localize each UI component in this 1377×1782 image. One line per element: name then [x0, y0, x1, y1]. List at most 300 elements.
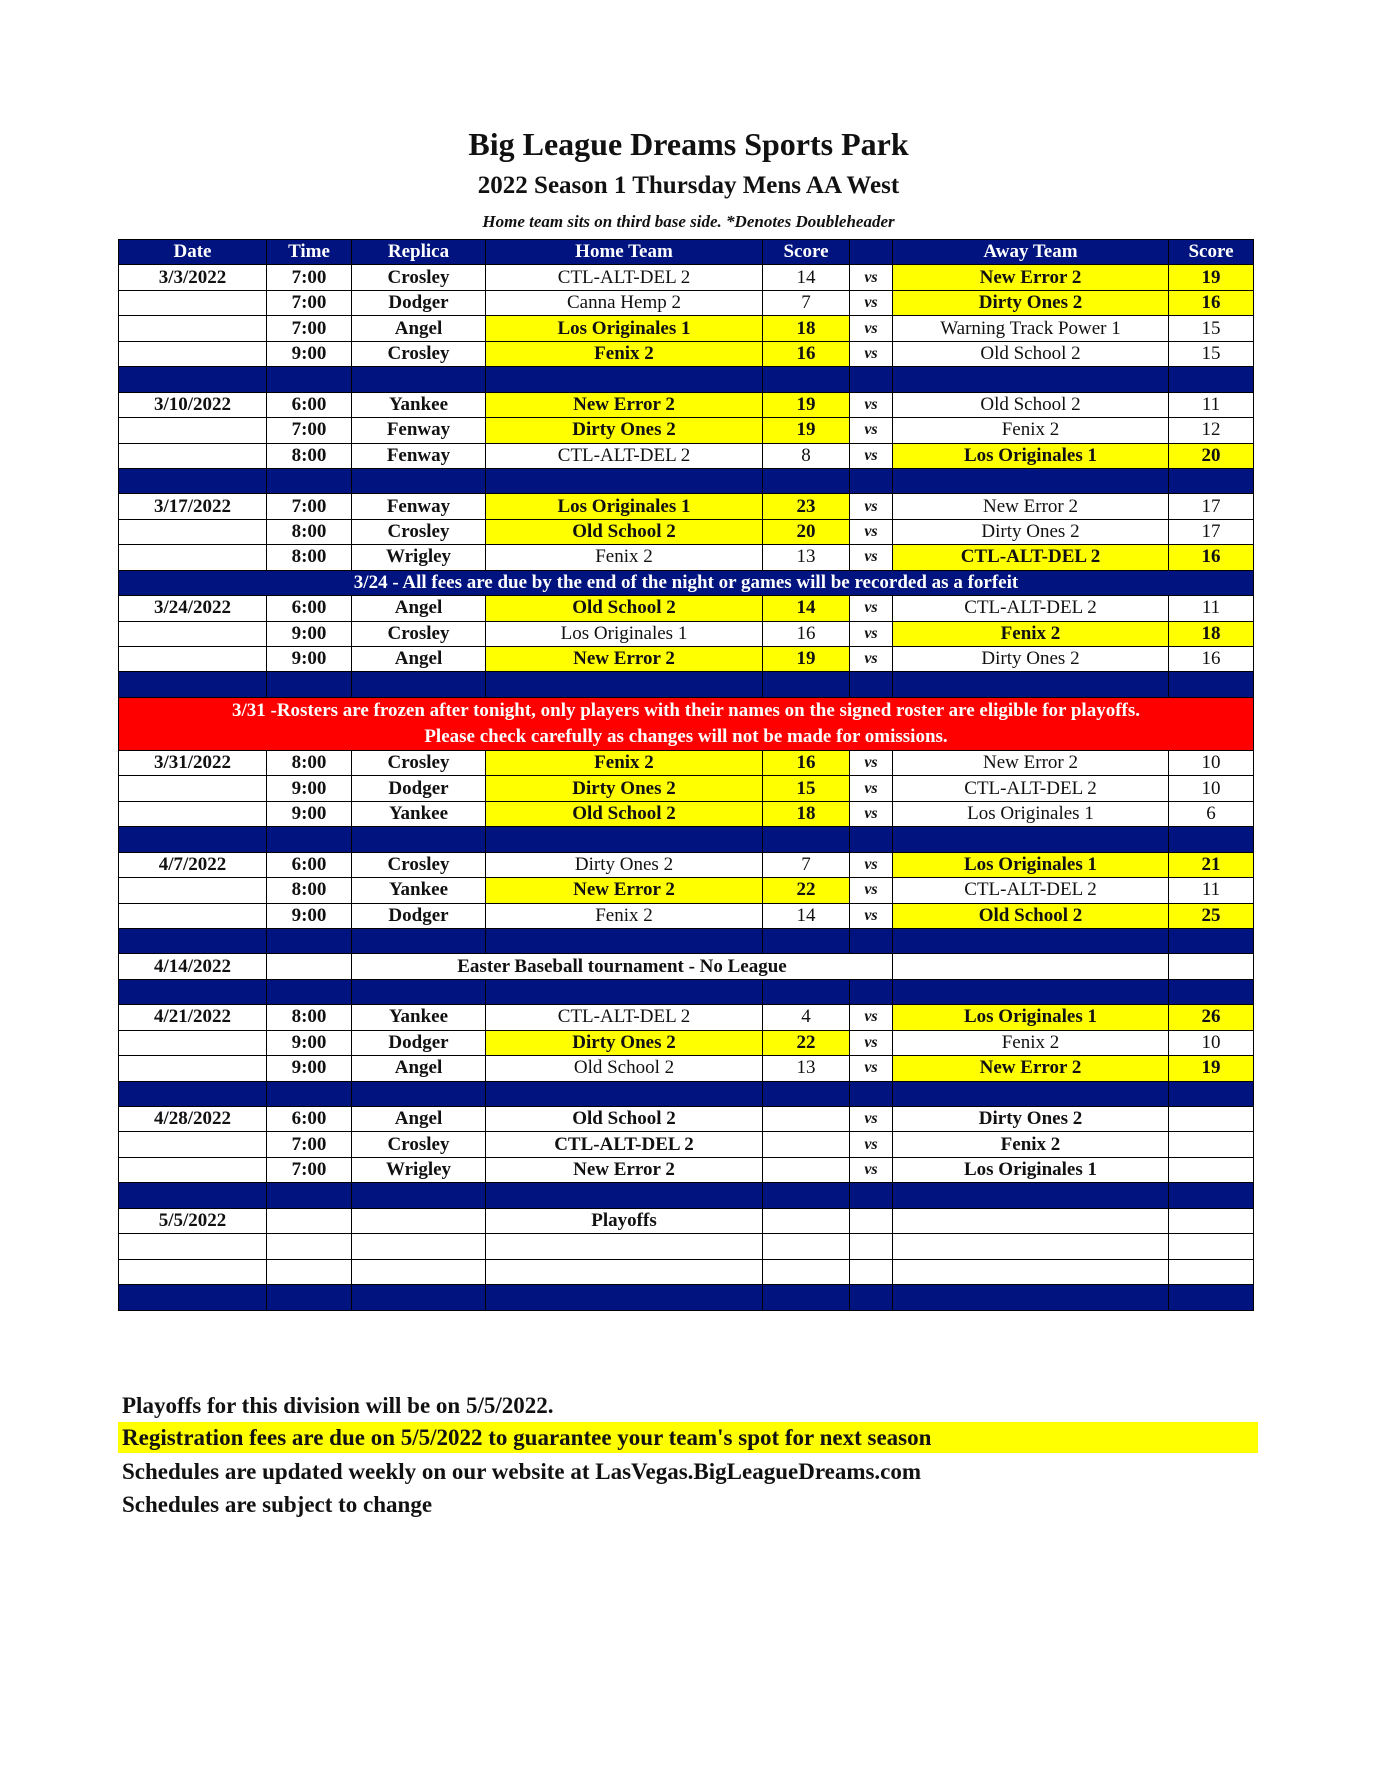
col-home-team: Home Team: [486, 240, 763, 265]
separator-cell: [267, 1285, 352, 1310]
separator-cell: [850, 672, 893, 697]
cell-away-team: [893, 1234, 1169, 1259]
cell-date: [119, 316, 267, 341]
cell-vs: vs: [850, 801, 893, 826]
cell-replica: Fenway: [352, 494, 486, 519]
cell-time: 7:00: [267, 316, 352, 341]
separator-cell: [486, 1081, 763, 1106]
cell-replica: Crosley: [352, 265, 486, 290]
cell-vs: vs: [850, 265, 893, 290]
cell-home-team: [486, 1259, 763, 1284]
cell-away-team: Old School 2: [893, 392, 1169, 417]
cell-vs: vs: [850, 647, 893, 672]
table-row: [119, 1056, 1254, 1081]
cell-time: 8:00: [267, 443, 352, 468]
separator-cell: [893, 1081, 1169, 1106]
separator-cell: [1169, 827, 1254, 852]
cell-away-score: 16: [1169, 647, 1254, 672]
cell-away-score: 25: [1169, 903, 1254, 928]
cell-replica: Dodger: [352, 290, 486, 315]
cell-vs: vs: [850, 545, 893, 570]
cell-home-team: New Error 2: [486, 1157, 763, 1182]
col-replica: Replica: [352, 240, 486, 265]
col-away-team: Away Team: [893, 240, 1169, 265]
cell-away-team: Dirty Ones 2: [893, 1107, 1169, 1132]
alert-cell: [119, 697, 1254, 750]
table-row: [119, 1259, 1254, 1284]
cell-away-team: Fenix 2: [893, 1132, 1169, 1157]
cell-home-score: 7: [763, 852, 850, 877]
footer-change-note: Schedules are subject to change: [122, 1492, 433, 1517]
separator-cell: [1169, 367, 1254, 392]
cell-date: [119, 1234, 267, 1259]
cell-time: 7:00: [267, 418, 352, 443]
table-row: [119, 596, 1254, 621]
separator-row: [119, 928, 1254, 953]
table-row: [119, 1005, 1254, 1030]
cell-away-score: 16: [1169, 545, 1254, 570]
cell-away-team: [893, 1208, 1169, 1233]
cell-home-score: [763, 1234, 850, 1259]
separator-cell: [352, 1285, 486, 1310]
table-row: [119, 494, 1254, 519]
table-row: [119, 1030, 1254, 1055]
col-away-score: Score: [1169, 240, 1254, 265]
cell-home-score: 16: [763, 750, 850, 775]
cell-home-score: 19: [763, 647, 850, 672]
cell-home-score: 16: [763, 621, 850, 646]
cell-date: 3/10/2022: [119, 392, 267, 417]
separator-cell: [486, 1285, 763, 1310]
cell-home-team: New Error 2: [486, 878, 763, 903]
cell-vs: vs: [850, 621, 893, 646]
table-row: [119, 265, 1254, 290]
cell-date: 4/14/2022: [119, 954, 267, 979]
cell-home-score: 22: [763, 878, 850, 903]
cell-vs: [850, 1234, 893, 1259]
cell-time: 9:00: [267, 647, 352, 672]
cell-home-team: New Error 2: [486, 647, 763, 672]
separator-cell: [893, 468, 1169, 493]
cell-away-team: New Error 2: [893, 1056, 1169, 1081]
cell-time: 6:00: [267, 596, 352, 621]
cell-vs: [850, 1259, 893, 1284]
cell-time: [267, 1234, 352, 1259]
table-row: [119, 1132, 1254, 1157]
table-row: [119, 647, 1254, 672]
separator-cell: [850, 827, 893, 852]
cell-away-team: Los Originales 1: [893, 852, 1169, 877]
cell-time: 8:00: [267, 878, 352, 903]
cell-time: 7:00: [267, 1157, 352, 1182]
cell-time: 7:00: [267, 265, 352, 290]
cell-time: 9:00: [267, 776, 352, 801]
cell-home-team: Old School 2: [486, 1056, 763, 1081]
separator-cell: [267, 367, 352, 392]
table-row: [119, 903, 1254, 928]
separator-cell: [119, 1285, 267, 1310]
table-row: [119, 545, 1254, 570]
footer-registration-note: Registration fees are due on 5/5/2022 to guarantee your team's spot for next season: [118, 1422, 1258, 1453]
separator-cell: [119, 827, 267, 852]
cell-away-team: Dirty Ones 2: [893, 519, 1169, 544]
cell-vs: vs: [850, 290, 893, 315]
no-league-note: Easter Baseball tournament - No League: [352, 954, 893, 979]
cell-home-score: 22: [763, 1030, 850, 1055]
cell-vs: vs: [850, 596, 893, 621]
cell-replica: Crosley: [352, 621, 486, 646]
col-time: Time: [267, 240, 352, 265]
separator-row: [119, 367, 1254, 392]
cell-time: 7:00: [267, 290, 352, 315]
separator-cell: [850, 1081, 893, 1106]
cell-away-score: 20: [1169, 443, 1254, 468]
separator-cell: [119, 468, 267, 493]
cell-date: [119, 418, 267, 443]
cell-time: 9:00: [267, 801, 352, 826]
cell-home-score: [763, 1259, 850, 1284]
cell-home-score: [763, 1107, 850, 1132]
cell-home-score: [763, 1157, 850, 1182]
cell-home-score: 8: [763, 443, 850, 468]
table-row: [119, 392, 1254, 417]
cell-time: 8:00: [267, 750, 352, 775]
cell-away-score: 16: [1169, 290, 1254, 315]
cell-date: [119, 341, 267, 366]
cell-home-team: Dirty Ones 2: [486, 776, 763, 801]
cell-away-score: 11: [1169, 878, 1254, 903]
cell-away-team: Old School 2: [893, 903, 1169, 928]
separator-cell: [486, 979, 763, 1004]
cell-replica: Wrigley: [352, 1157, 486, 1182]
separator-cell: [1169, 672, 1254, 697]
cell-date: 3/3/2022: [119, 265, 267, 290]
cell-home-score: 7: [763, 290, 850, 315]
cell-home-team: Old School 2: [486, 1107, 763, 1132]
table-header-row: [119, 240, 1254, 265]
cell-time: 8:00: [267, 545, 352, 570]
cell-home-score: 13: [763, 545, 850, 570]
cell-home-score: 23: [763, 494, 850, 519]
cell-date: [119, 443, 267, 468]
table-row: [119, 1157, 1254, 1182]
cell-home-score: 14: [763, 903, 850, 928]
cell-vs: vs: [850, 750, 893, 775]
cell-replica: Angel: [352, 596, 486, 621]
table-row: [119, 750, 1254, 775]
cell-date: 5/5/2022: [119, 1208, 267, 1233]
cell-away-team: Fenix 2: [893, 418, 1169, 443]
cell-home-team: Old School 2: [486, 801, 763, 826]
cell-date: 4/28/2022: [119, 1107, 267, 1132]
separator-cell: [352, 928, 486, 953]
schedule-table: [118, 239, 1254, 1311]
cell-time: 6:00: [267, 392, 352, 417]
cell-away-team: [893, 1259, 1169, 1284]
cell-time: [267, 1259, 352, 1284]
cell-replica: Crosley: [352, 341, 486, 366]
cell-home-score: 19: [763, 418, 850, 443]
separator-cell: [267, 1183, 352, 1208]
separator-row: [119, 979, 1254, 1004]
cell-date: 4/21/2022: [119, 1005, 267, 1030]
cell-vs: vs: [850, 494, 893, 519]
separator-cell: [850, 367, 893, 392]
table-row: [119, 801, 1254, 826]
col-home-score: Score: [763, 240, 850, 265]
cell-away-team: CTL-ALT-DEL 2: [893, 545, 1169, 570]
cell-home-team: Fenix 2: [486, 903, 763, 928]
cell-home-score: 19: [763, 392, 850, 417]
table-row: [119, 1208, 1254, 1233]
cell-replica: Dodger: [352, 776, 486, 801]
cell-date: 3/31/2022: [119, 750, 267, 775]
cell-away-team: Dirty Ones 2: [893, 647, 1169, 672]
alert-row: [119, 697, 1254, 750]
cell-home-team: Old School 2: [486, 596, 763, 621]
cell-away-team: Los Originales 1: [893, 443, 1169, 468]
cell-away-score: 10: [1169, 776, 1254, 801]
cell-date: 4/7/2022: [119, 852, 267, 877]
footer-website-note: Schedules are updated weekly on our website at LasVegas.BigLeagueDreams.com: [122, 1459, 922, 1484]
cell-vs: vs: [850, 341, 893, 366]
cell-vs: vs: [850, 1132, 893, 1157]
separator-cell: [893, 827, 1169, 852]
cell-vs: vs: [850, 1107, 893, 1132]
cell-away-score: [1169, 1157, 1254, 1182]
table-row: [119, 1107, 1254, 1132]
separator-cell: [763, 672, 850, 697]
separator-cell: [352, 1081, 486, 1106]
separator-cell: [1169, 1183, 1254, 1208]
separator-cell: [352, 367, 486, 392]
cell-home-team: Fenix 2: [486, 750, 763, 775]
table-row: [119, 519, 1254, 544]
cell-away-team: Old School 2: [893, 341, 1169, 366]
cell-away-score: [1169, 1234, 1254, 1259]
cell-home-team: CTL-ALT-DEL 2: [486, 1005, 763, 1030]
cell-time: 8:00: [267, 519, 352, 544]
cell-home-team: Los Originales 1: [486, 621, 763, 646]
cell-home-team: Dirty Ones 2: [486, 1030, 763, 1055]
separator-cell: [486, 367, 763, 392]
separator-cell: [267, 1081, 352, 1106]
cell-date: [119, 1259, 267, 1284]
separator-cell: [267, 979, 352, 1004]
cell-away-score: 10: [1169, 750, 1254, 775]
cell-replica: Crosley: [352, 519, 486, 544]
cell-away-team: Fenix 2: [893, 621, 1169, 646]
separator-cell: [267, 928, 352, 953]
cell-away-score: 11: [1169, 392, 1254, 417]
cell-vs: vs: [850, 1005, 893, 1030]
cell-home-team: Los Originales 1: [486, 494, 763, 519]
table-row: [119, 341, 1254, 366]
separator-row: [119, 672, 1254, 697]
cell-replica: Yankee: [352, 1005, 486, 1030]
cell-away-team: New Error 2: [893, 750, 1169, 775]
cell-date: 3/17/2022: [119, 494, 267, 519]
cell-away-score: 15: [1169, 341, 1254, 366]
cell-home-team: CTL-ALT-DEL 2: [486, 1132, 763, 1157]
cell-home-team: [486, 1234, 763, 1259]
cell-home-score: 18: [763, 801, 850, 826]
cell-date: [119, 1056, 267, 1081]
cell-date: [119, 647, 267, 672]
cell-replica: Dodger: [352, 1030, 486, 1055]
cell-time: [267, 954, 352, 979]
separator-cell: [763, 1285, 850, 1310]
cell-away-score: 21: [1169, 852, 1254, 877]
cell-replica: Angel: [352, 647, 486, 672]
table-row: [119, 776, 1254, 801]
separator-cell: [119, 979, 267, 1004]
separator-cell: [1169, 928, 1254, 953]
cell-time: 9:00: [267, 1030, 352, 1055]
cell-away-score: 11: [1169, 596, 1254, 621]
cell-away-score: 17: [1169, 519, 1254, 544]
cell-home-team: CTL-ALT-DEL 2: [486, 443, 763, 468]
cell-away-team: Warning Track Power 1: [893, 316, 1169, 341]
cell-time: 6:00: [267, 1107, 352, 1132]
cell-home-team: Los Originales 1: [486, 316, 763, 341]
cell-home-team: Old School 2: [486, 519, 763, 544]
separator-cell: [119, 672, 267, 697]
separator-cell: [1169, 468, 1254, 493]
table-row: [119, 290, 1254, 315]
alert-line: 3/31 -Rosters are frozen after tonight, only players with their names on the signed roster are eligible for playoffs.: [231, 699, 1141, 721]
separator-cell: [352, 1183, 486, 1208]
cell-home-score: 14: [763, 265, 850, 290]
separator-cell: [119, 367, 267, 392]
separator-cell: [850, 468, 893, 493]
cell-home-team: Fenix 2: [486, 545, 763, 570]
cell-away-score: [1169, 1107, 1254, 1132]
cell-home-team: Playoffs: [486, 1208, 763, 1233]
separator-cell: [850, 1183, 893, 1208]
cell-home-team: CTL-ALT-DEL 2: [486, 265, 763, 290]
cell-home-score: 13: [763, 1056, 850, 1081]
cell-time: 8:00: [267, 1005, 352, 1030]
cell-vs: vs: [850, 519, 893, 544]
cell-away-team: Los Originales 1: [893, 1005, 1169, 1030]
cell-home-score: 4: [763, 1005, 850, 1030]
separator-cell: [1169, 979, 1254, 1004]
separator-cell: [893, 928, 1169, 953]
cell-home-score: 20: [763, 519, 850, 544]
cell-vs: vs: [850, 1030, 893, 1055]
table-row: [119, 1234, 1254, 1259]
cell-time: 9:00: [267, 1056, 352, 1081]
cell-away-team: CTL-ALT-DEL 2: [893, 596, 1169, 621]
cell-home-team: Dirty Ones 2: [486, 418, 763, 443]
col-vs: [850, 240, 893, 265]
cell-replica: Yankee: [352, 392, 486, 417]
table-row: [119, 418, 1254, 443]
cell-time: 7:00: [267, 494, 352, 519]
separator-cell: [119, 1183, 267, 1208]
separator-cell: [763, 827, 850, 852]
separator-cell: [893, 367, 1169, 392]
cell-replica: Fenway: [352, 418, 486, 443]
table-row: [119, 878, 1254, 903]
cell-away-score: 15: [1169, 316, 1254, 341]
cell-empty: [893, 954, 1169, 979]
separator-cell: [850, 928, 893, 953]
cell-home-score: 18: [763, 316, 850, 341]
cell-date: [119, 1157, 267, 1182]
cell-replica: [352, 1234, 486, 1259]
cell-replica: [352, 1259, 486, 1284]
cell-away-score: 26: [1169, 1005, 1254, 1030]
separator-cell: [763, 1183, 850, 1208]
cell-away-score: 19: [1169, 265, 1254, 290]
separator-cell: [763, 468, 850, 493]
cell-away-team: New Error 2: [893, 265, 1169, 290]
cell-away-score: [1169, 1132, 1254, 1157]
separator-cell: [119, 928, 267, 953]
cell-vs: vs: [850, 903, 893, 928]
separator-cell: [267, 827, 352, 852]
cell-date: [119, 545, 267, 570]
cell-away-team: Dirty Ones 2: [893, 290, 1169, 315]
separator-cell: [119, 1081, 267, 1106]
cell-vs: vs: [850, 418, 893, 443]
cell-away-score: 6: [1169, 801, 1254, 826]
cell-home-score: [763, 1132, 850, 1157]
separator-cell: [763, 979, 850, 1004]
cell-away-team: New Error 2: [893, 494, 1169, 519]
cell-replica: Angel: [352, 316, 486, 341]
separator-cell: [893, 1183, 1169, 1208]
separator-cell: [763, 367, 850, 392]
table-row: [119, 852, 1254, 877]
cell-away-team: Los Originales 1: [893, 801, 1169, 826]
separator-cell: [486, 1183, 763, 1208]
separator-row: [119, 1285, 1254, 1310]
table-row: [119, 621, 1254, 646]
cell-date: [119, 1030, 267, 1055]
separator-row: [119, 1183, 1254, 1208]
cell-date: [119, 903, 267, 928]
cell-home-team: Fenix 2: [486, 341, 763, 366]
cell-time: 9:00: [267, 903, 352, 928]
separator-cell: [893, 672, 1169, 697]
cell-away-score: 19: [1169, 1056, 1254, 1081]
separator-row: [119, 827, 1254, 852]
page-title: Big League Dreams Sports Park: [468, 126, 909, 162]
separator-cell: [352, 672, 486, 697]
separator-cell: [893, 979, 1169, 1004]
cell-home-score: [763, 1208, 850, 1233]
cell-replica: Crosley: [352, 852, 486, 877]
cell-home-team: Canna Hemp 2: [486, 290, 763, 315]
notice-row: [119, 570, 1254, 595]
cell-replica: Wrigley: [352, 545, 486, 570]
separator-cell: [267, 468, 352, 493]
separator-cell: [486, 827, 763, 852]
separator-cell: [267, 672, 352, 697]
cell-vs: vs: [850, 1157, 893, 1182]
separator-cell: [486, 928, 763, 953]
separator-cell: [850, 979, 893, 1004]
cell-time: 9:00: [267, 341, 352, 366]
cell-away-score: 17: [1169, 494, 1254, 519]
cell-replica: Yankee: [352, 801, 486, 826]
alert-line: Please check carefully as changes will not be made for omissions.: [424, 725, 948, 747]
cell-replica: [352, 1208, 486, 1233]
cell-away-team: Fenix 2: [893, 1030, 1169, 1055]
